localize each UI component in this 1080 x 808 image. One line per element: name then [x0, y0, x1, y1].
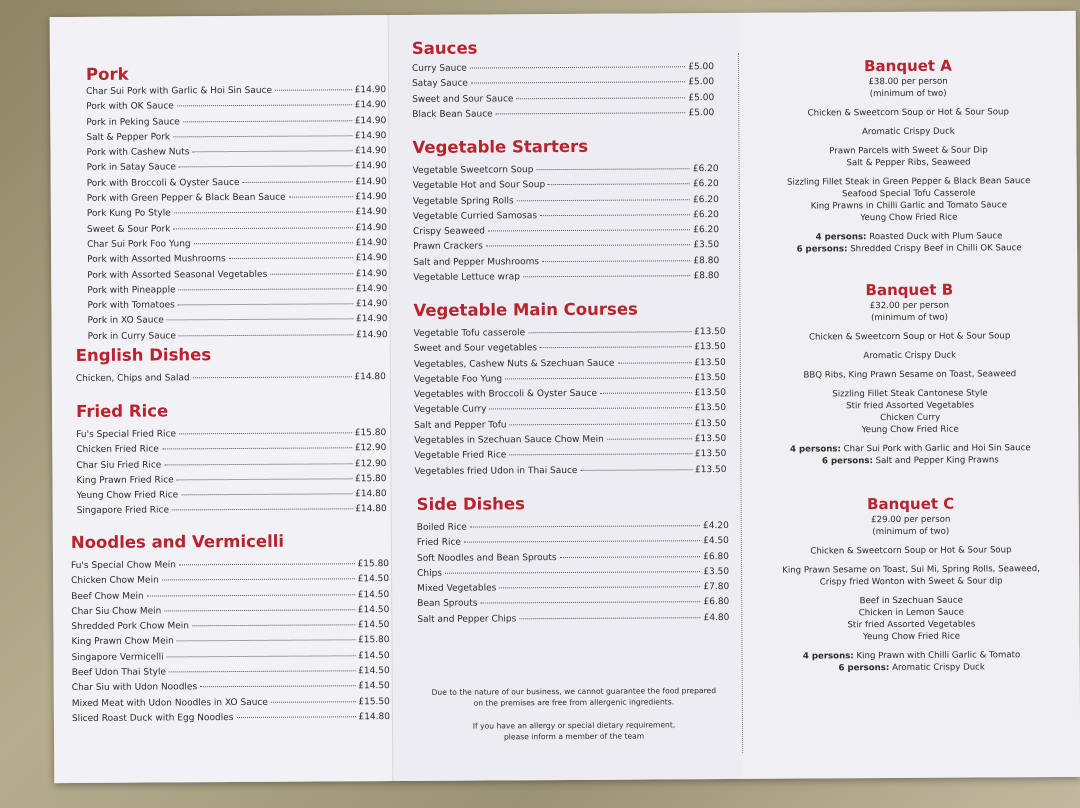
item-price: £14.90 [355, 192, 387, 203]
menu-item [88, 328, 388, 345]
item-price: £6.20 [693, 225, 720, 236]
item-name: Salt & Pepper Pork [86, 132, 171, 143]
item-name: Pork Kung Po Style [86, 208, 171, 220]
dot-leader [490, 408, 692, 410]
note-line: please inform a member of the team [503, 731, 645, 742]
menu-item [86, 114, 386, 131]
dot-leader [523, 275, 691, 277]
item-name: Pork with Cashew Nuts [86, 147, 190, 159]
dot-leader [445, 571, 700, 574]
banquet-course: Yeung Chow Fried Rice [861, 424, 959, 436]
item-name: Vegetable Curry [414, 404, 487, 416]
vegetable-main-courses-section [413, 299, 726, 480]
dot-leader [179, 288, 353, 290]
dot-leader [242, 181, 352, 183]
item-price: £8.80 [693, 271, 720, 282]
dot-leader [178, 303, 353, 305]
item-price: £15.80 [354, 428, 387, 439]
menu-item [87, 190, 387, 207]
dot-leader [275, 89, 352, 90]
item-name: Satay Sauce [412, 78, 469, 90]
menu-item [412, 60, 714, 77]
section-title: Sauces [411, 38, 478, 58]
item-name: Curry Sauce [411, 63, 467, 74]
item-name: Salt and Pepper Chips [417, 614, 517, 625]
item-price: £14.50 [358, 666, 390, 677]
item-price: £14.90 [355, 222, 387, 233]
item-name: Beef Chow Mein [71, 591, 144, 602]
menu-item [412, 75, 714, 92]
item-name: Vegetable Curried Samosas [412, 211, 538, 222]
menu-item [86, 83, 386, 100]
item-price: £15.50 [358, 696, 390, 707]
side-dishes-section [417, 493, 730, 628]
dot-leader [179, 334, 353, 336]
item-price: £14.80 [358, 712, 390, 723]
item-name: Pork with Broccoli & Oyster Sauce [86, 177, 240, 189]
banquet-course: Yeung Chow Fried Rice [862, 631, 961, 643]
menu-item [87, 313, 387, 330]
item-name: Pork with Tomatoes [87, 300, 175, 312]
item-name: Chicken Chow Mein [71, 575, 159, 587]
dot-leader [542, 260, 690, 262]
item-name: Char Siu Fried Rice [76, 460, 162, 471]
section-title: Side Dishes [416, 494, 525, 514]
item-name: Prawn Crackers [413, 241, 483, 253]
item-name: Pork in Satay Sauce [86, 162, 176, 174]
dot-leader [169, 670, 355, 672]
dot-leader [179, 166, 352, 168]
item-price: £14.90 [355, 207, 387, 218]
banquet-course: Chicken & Sweetcorn Soup or Hot & Sour Soup [808, 331, 1011, 343]
item-name: Boiled Rice [416, 522, 467, 533]
item-price: £14.90 [356, 329, 388, 341]
banquet-c [763, 493, 1060, 675]
persons-dish: Char Sui Pork with Garlic and Hoi Sin Sauce [843, 443, 1031, 455]
item-name: Black Bean Sauce [412, 109, 493, 120]
item-name: Yeung Chow Fried Rice [76, 490, 179, 502]
menu-item [414, 463, 726, 480]
menu-item [86, 144, 386, 161]
section-title: English Dishes [75, 345, 212, 365]
item-name: Salt and Pepper Tofu [414, 420, 507, 431]
menu-item [87, 267, 387, 284]
menu-item [77, 503, 387, 520]
dot-leader [471, 82, 685, 84]
dot-leader [540, 347, 691, 349]
item-price: £14.90 [355, 299, 388, 310]
item-name: Vegetable Spring Rolls [412, 195, 514, 207]
item-price: £15.80 [354, 473, 387, 485]
item-name: Sweet and Sour Sauce [412, 93, 514, 105]
menu-item [417, 611, 729, 628]
banquet-title: Banquet A [864, 56, 952, 76]
banquet-course: Salt & Pepper Ribs, Seaweed [846, 157, 971, 169]
item-name: Singapore Vermicelli [71, 652, 164, 663]
item-price: £14.50 [357, 620, 390, 631]
menu-item [76, 370, 386, 387]
item-price: £7.80 [703, 582, 730, 593]
dot-leader [229, 258, 353, 260]
item-name: Pork with Green Pepper & Black Bean Sauce [86, 192, 286, 204]
dot-leader [183, 120, 352, 122]
dot-leader [505, 377, 691, 379]
dot-leader [470, 66, 685, 68]
item-name: Mixed Vegetables [417, 583, 497, 595]
dot-leader [270, 273, 353, 275]
item-price: £14.90 [355, 253, 388, 264]
menu-item [87, 175, 387, 192]
banquet-extra-6 [764, 661, 1060, 675]
dot-leader [179, 563, 355, 565]
banquet-course: Sizzling Fillet Steak in Green Pepper & Black Bean Sauce [786, 176, 1031, 188]
banquet-a [760, 55, 1057, 256]
item-name: Char Sui Pork with Garlic & Hoi Sin Sauce [86, 85, 273, 97]
dot-leader [536, 168, 689, 170]
menu-item [87, 251, 387, 268]
item-name: Sliced Roast Duck with Egg Noodles [71, 713, 234, 724]
menu-item [86, 129, 386, 146]
section-title: Pork [85, 64, 129, 84]
menu-item [413, 269, 719, 286]
banquet-course: Chicken Curry [880, 412, 941, 424]
dot-leader [617, 362, 691, 363]
item-name: Chips [417, 568, 442, 579]
dot-leader [600, 392, 691, 394]
menu-item [412, 91, 714, 108]
item-price: £14.90 [355, 238, 388, 249]
banquet-course: Prawn Parcels with Sweet & Sour Dip [829, 145, 988, 157]
item-price: £15.80 [357, 559, 390, 570]
persons-label: 4 persons: [789, 444, 841, 455]
item-name: Fu's Special Fried Rice [76, 429, 177, 440]
banquet-price: £38.00 per person [868, 76, 948, 88]
item-name: Pork in XO Sauce [87, 315, 164, 327]
item-price: £8.80 [693, 255, 720, 266]
menu-item [87, 297, 387, 314]
dot-leader [177, 640, 355, 642]
item-name: Vegetable Fried Rice [414, 450, 507, 462]
dot-leader [540, 214, 690, 216]
persons-label: 4 persons: [815, 232, 867, 243]
dot-leader [517, 199, 690, 201]
dot-leader [162, 448, 352, 450]
item-price: £6.20 [693, 194, 719, 205]
dot-leader [470, 525, 700, 527]
item-name: Char Sui Pork Foo Yung [87, 239, 191, 250]
dot-leader [486, 245, 691, 247]
item-name: Vegetable Sweetcorn Soup [412, 165, 534, 176]
menu-item [412, 106, 714, 123]
menu-item [87, 282, 387, 299]
item-price: £14.50 [357, 589, 390, 600]
item-price: £14.90 [354, 130, 387, 142]
banquet-price: £29.00 per person [871, 514, 951, 526]
banquet-extra-4 [762, 442, 1058, 456]
item-price: £14.90 [354, 100, 387, 111]
item-price: £14.50 [357, 574, 390, 585]
banquet-course: Stir fried Assorted Vegetables [846, 400, 975, 412]
item-name: Vegetable Lettuce wrap [413, 272, 521, 284]
item-name: Vegetables in Szechuan Sauce Chow Mein [414, 434, 604, 446]
dot-leader [181, 493, 352, 495]
persons-dish: Shredded Crispy Beef in Chilli OK Sauce [850, 243, 1022, 255]
dot-leader [193, 376, 352, 378]
item-price: £14.80 [354, 372, 386, 383]
dot-leader [509, 454, 692, 456]
dot-leader [164, 609, 354, 611]
item-price: £14.80 [355, 489, 387, 500]
item-name: Singapore Fried Rice [76, 505, 170, 517]
item-name: Vegetable Foo Yung [413, 374, 503, 385]
sauces-section [412, 37, 715, 123]
item-name: Chicken Fried Rice [76, 444, 159, 456]
item-price: £6.20 [693, 209, 719, 221]
dot-leader [289, 196, 353, 197]
banquet-course: Sizzling Fillet Steak Cantonese Style [832, 388, 988, 400]
item-name: Pork in Peking Sauce [86, 116, 180, 128]
item-price: £14.90 [354, 85, 387, 96]
banquet-course: Yeung Chow Fried Rice [860, 212, 958, 224]
banquet-title: Banquet C [866, 494, 955, 514]
banquet-course: Beef in Szechuan Sauce [859, 595, 963, 607]
dot-leader [192, 624, 355, 626]
item-name: Pork with Assorted Mushrooms [87, 254, 226, 266]
banquet-minimum: (minimum of two) [872, 526, 950, 538]
persons-label: 4 persons: [802, 651, 854, 662]
dot-leader [607, 438, 692, 440]
item-name: Vegetables with Broccoli & Oyster Sauce [413, 388, 598, 401]
dot-leader [548, 184, 690, 186]
item-name: Chicken, Chips and Salad [75, 373, 190, 384]
item-name: Salt and Pepper Mushrooms [413, 256, 540, 268]
menu-item [87, 205, 387, 222]
persons-label: 6 persons: [821, 456, 873, 467]
item-price: £3.50 [693, 240, 720, 251]
item-price: £14.50 [358, 650, 390, 662]
item-price: £14.90 [355, 283, 388, 295]
item-price: £13.50 [694, 357, 726, 368]
menu-item [86, 98, 386, 115]
item-price: £3.50 [703, 566, 730, 578]
dot-leader [147, 594, 355, 596]
dot-leader [162, 579, 355, 581]
item-name: Fried Rice [416, 537, 461, 549]
dot-leader [200, 686, 355, 688]
item-name: Char Siu with Udon Noodles [71, 682, 198, 694]
item-name: Vegetable Hot and Sour Soup [412, 180, 546, 192]
item-price: £14.90 [354, 146, 387, 157]
item-price: £13.50 [694, 388, 727, 399]
section-title: Vegetable Main Courses [413, 299, 638, 320]
dot-leader [488, 229, 690, 231]
item-price: £4.20 [702, 521, 729, 532]
dot-leader [480, 602, 700, 604]
banquet-b [761, 279, 1058, 468]
item-name: King Prawn Chow Mein [71, 636, 174, 648]
item-price: £14.50 [357, 604, 390, 616]
fried-rice-section [76, 400, 387, 520]
persons-dish: King Prawn with Chilli Garlic & Tomato [856, 650, 1021, 662]
banquet-course: Crispy fried Wonton with Sweet & Sour dip [819, 576, 1003, 588]
item-price: £6.80 [703, 597, 730, 608]
item-name: Crispy Seaweed [412, 226, 486, 238]
item-name: Shredded Pork Chow Mein [71, 621, 190, 633]
section-title: Noodles and Vermicelli [70, 531, 285, 553]
dot-leader [560, 556, 701, 558]
item-name: Mixed Meat with Udon Noodles in XO Sauce [71, 697, 268, 709]
menu-item [72, 710, 390, 727]
dot-leader [236, 716, 355, 718]
english-dishes-section [76, 344, 386, 387]
persons-dish: Salt and Pepper King Prawns [875, 455, 999, 467]
item-price: £14.80 [355, 504, 387, 515]
item-price: £13.50 [694, 372, 726, 384]
banquet-course: BBQ Ribs, King Prawn Sesame on Toast, Seaweed [803, 369, 1017, 381]
persons-label: 6 persons: [838, 663, 890, 674]
item-name: Bean Sprouts [417, 599, 478, 610]
item-name: Char Siu Chow Mein [71, 606, 162, 617]
banquet-extra-6 [761, 242, 1057, 256]
banquet-course: Chicken in Lemon Sauce [858, 607, 964, 619]
banquet-course: Stir fried Assorted Vegetables [847, 619, 976, 631]
banquet-extra-6 [762, 454, 1058, 468]
item-name: Pork with OK Sauce [86, 101, 174, 113]
persons-dish: Aromatic Crispy Duck [892, 662, 985, 674]
dot-leader [167, 319, 353, 321]
menu-item [87, 221, 387, 238]
dot-leader [167, 655, 355, 657]
item-price: £4.80 [703, 612, 730, 623]
item-name: Beef Udon Thai Style [71, 667, 167, 679]
dot-leader [164, 463, 352, 465]
banquet-course: King Prawn Sesame on Toast, Sui Mi, Spring Rolls, Seaweed, [782, 564, 1040, 576]
item-price: £14.50 [358, 681, 390, 692]
dot-leader [179, 432, 352, 434]
banquet-extra-4 [764, 649, 1060, 663]
banquet-title: Banquet B [865, 280, 954, 300]
item-price: £6.20 [692, 179, 719, 190]
persons-dish: Roasted Duck with Plum Sauce [869, 231, 1003, 243]
item-price: £4.50 [703, 536, 729, 547]
item-price: £6.20 [692, 164, 719, 175]
dot-leader [192, 150, 352, 152]
item-name: Pork with Assorted Seasonal Vegetables [87, 269, 268, 281]
item-price: £5.00 [688, 107, 715, 119]
item-name: Vegetables fried Udon in Thai Sauce [414, 465, 578, 477]
item-name: King Prawn Fried Rice [76, 475, 174, 486]
item-price: £13.50 [694, 342, 726, 353]
banquet-course: Chicken & Sweetcorn Soup or Hot & Sour Soup [810, 545, 1012, 557]
item-price: £12.90 [354, 443, 387, 454]
item-price: £14.90 [355, 176, 387, 188]
item-price: £12.90 [354, 458, 387, 469]
banquet-course: King Prawns in Chilli Garlic and Tomato Sauce [810, 200, 1008, 212]
dot-leader [173, 135, 352, 137]
item-name: Vegetables, Cashew Nuts & Szechuan Sauce [413, 358, 615, 370]
dot-leader [580, 469, 691, 471]
dot-leader [499, 586, 700, 588]
dot-leader [177, 105, 352, 107]
item-name: Soft Noodles and Bean Sprouts [416, 552, 557, 564]
section-title: Fried Rice [76, 401, 169, 421]
item-price: £13.50 [694, 327, 726, 338]
item-price: £14.90 [355, 314, 388, 325]
pork-section [86, 63, 388, 345]
item-price: £15.80 [357, 635, 390, 646]
dot-leader [496, 112, 686, 114]
item-price: £14.90 [355, 161, 387, 172]
dot-leader [177, 478, 352, 480]
dot-leader [194, 242, 353, 244]
item-name: Vegetable Tofu casserole [413, 328, 526, 339]
vegetable-starters-section [412, 136, 719, 286]
item-price: £5.00 [688, 62, 715, 73]
item-price: £14.90 [355, 268, 388, 279]
item-name: Fu's Special Chow Mein [70, 560, 176, 572]
persons-label: 6 persons: [796, 244, 848, 255]
menu-item [87, 160, 387, 177]
banquet-course: Seafood Special Tofu Casserole [842, 188, 976, 200]
note-line: on the premises are free from allergenic ingredients. [473, 697, 675, 708]
allergen-note [424, 685, 724, 743]
banquet-course: Aromatic Crispy Duck [863, 350, 957, 362]
noodles-section [71, 531, 390, 727]
note-line: If you have an allergy or special dietary requirement, [472, 720, 676, 731]
item-name: Sweet and Sour vegetables [413, 343, 538, 355]
item-price: £14.90 [354, 115, 387, 126]
banquet-course: Chicken & Sweetcorn Soup or Hot & Sour Soup [807, 107, 1009, 119]
dot-leader [173, 227, 352, 229]
dot-leader [172, 509, 352, 511]
banquet-price: £32.00 per person [869, 300, 950, 312]
item-name: Pork with Pineapple [87, 285, 176, 296]
item-price: £13.50 [694, 449, 727, 460]
menu-item [87, 236, 387, 253]
banquet-minimum: (minimum of two) [871, 312, 948, 324]
dot-leader [516, 97, 685, 99]
item-price: £5.00 [688, 92, 715, 103]
item-name: Pork in Curry Sauce [87, 331, 176, 342]
item-price: £5.00 [688, 77, 715, 88]
menu-sheet [50, 11, 1080, 783]
dot-leader [528, 331, 691, 333]
item-price: £13.50 [694, 403, 727, 414]
dot-leader [519, 617, 700, 619]
section-title: Vegetable Starters [412, 136, 589, 157]
dot-leader [464, 540, 700, 542]
item-price: £13.50 [694, 418, 727, 429]
dot-leader [510, 423, 692, 425]
dot-leader [174, 212, 353, 214]
item-price: £6.80 [703, 551, 730, 562]
item-price: £13.50 [694, 464, 727, 475]
banquet-course: Aromatic Crispy Duck [861, 126, 955, 138]
item-price: £13.50 [694, 434, 727, 445]
dot-leader [271, 701, 355, 703]
banquet-minimum: (minimum of two) [869, 88, 947, 100]
item-name: Sweet & Sour Pork [86, 224, 171, 235]
note-line: Due to the nature of our business, we cannot guarantee the food prepared [431, 686, 717, 697]
